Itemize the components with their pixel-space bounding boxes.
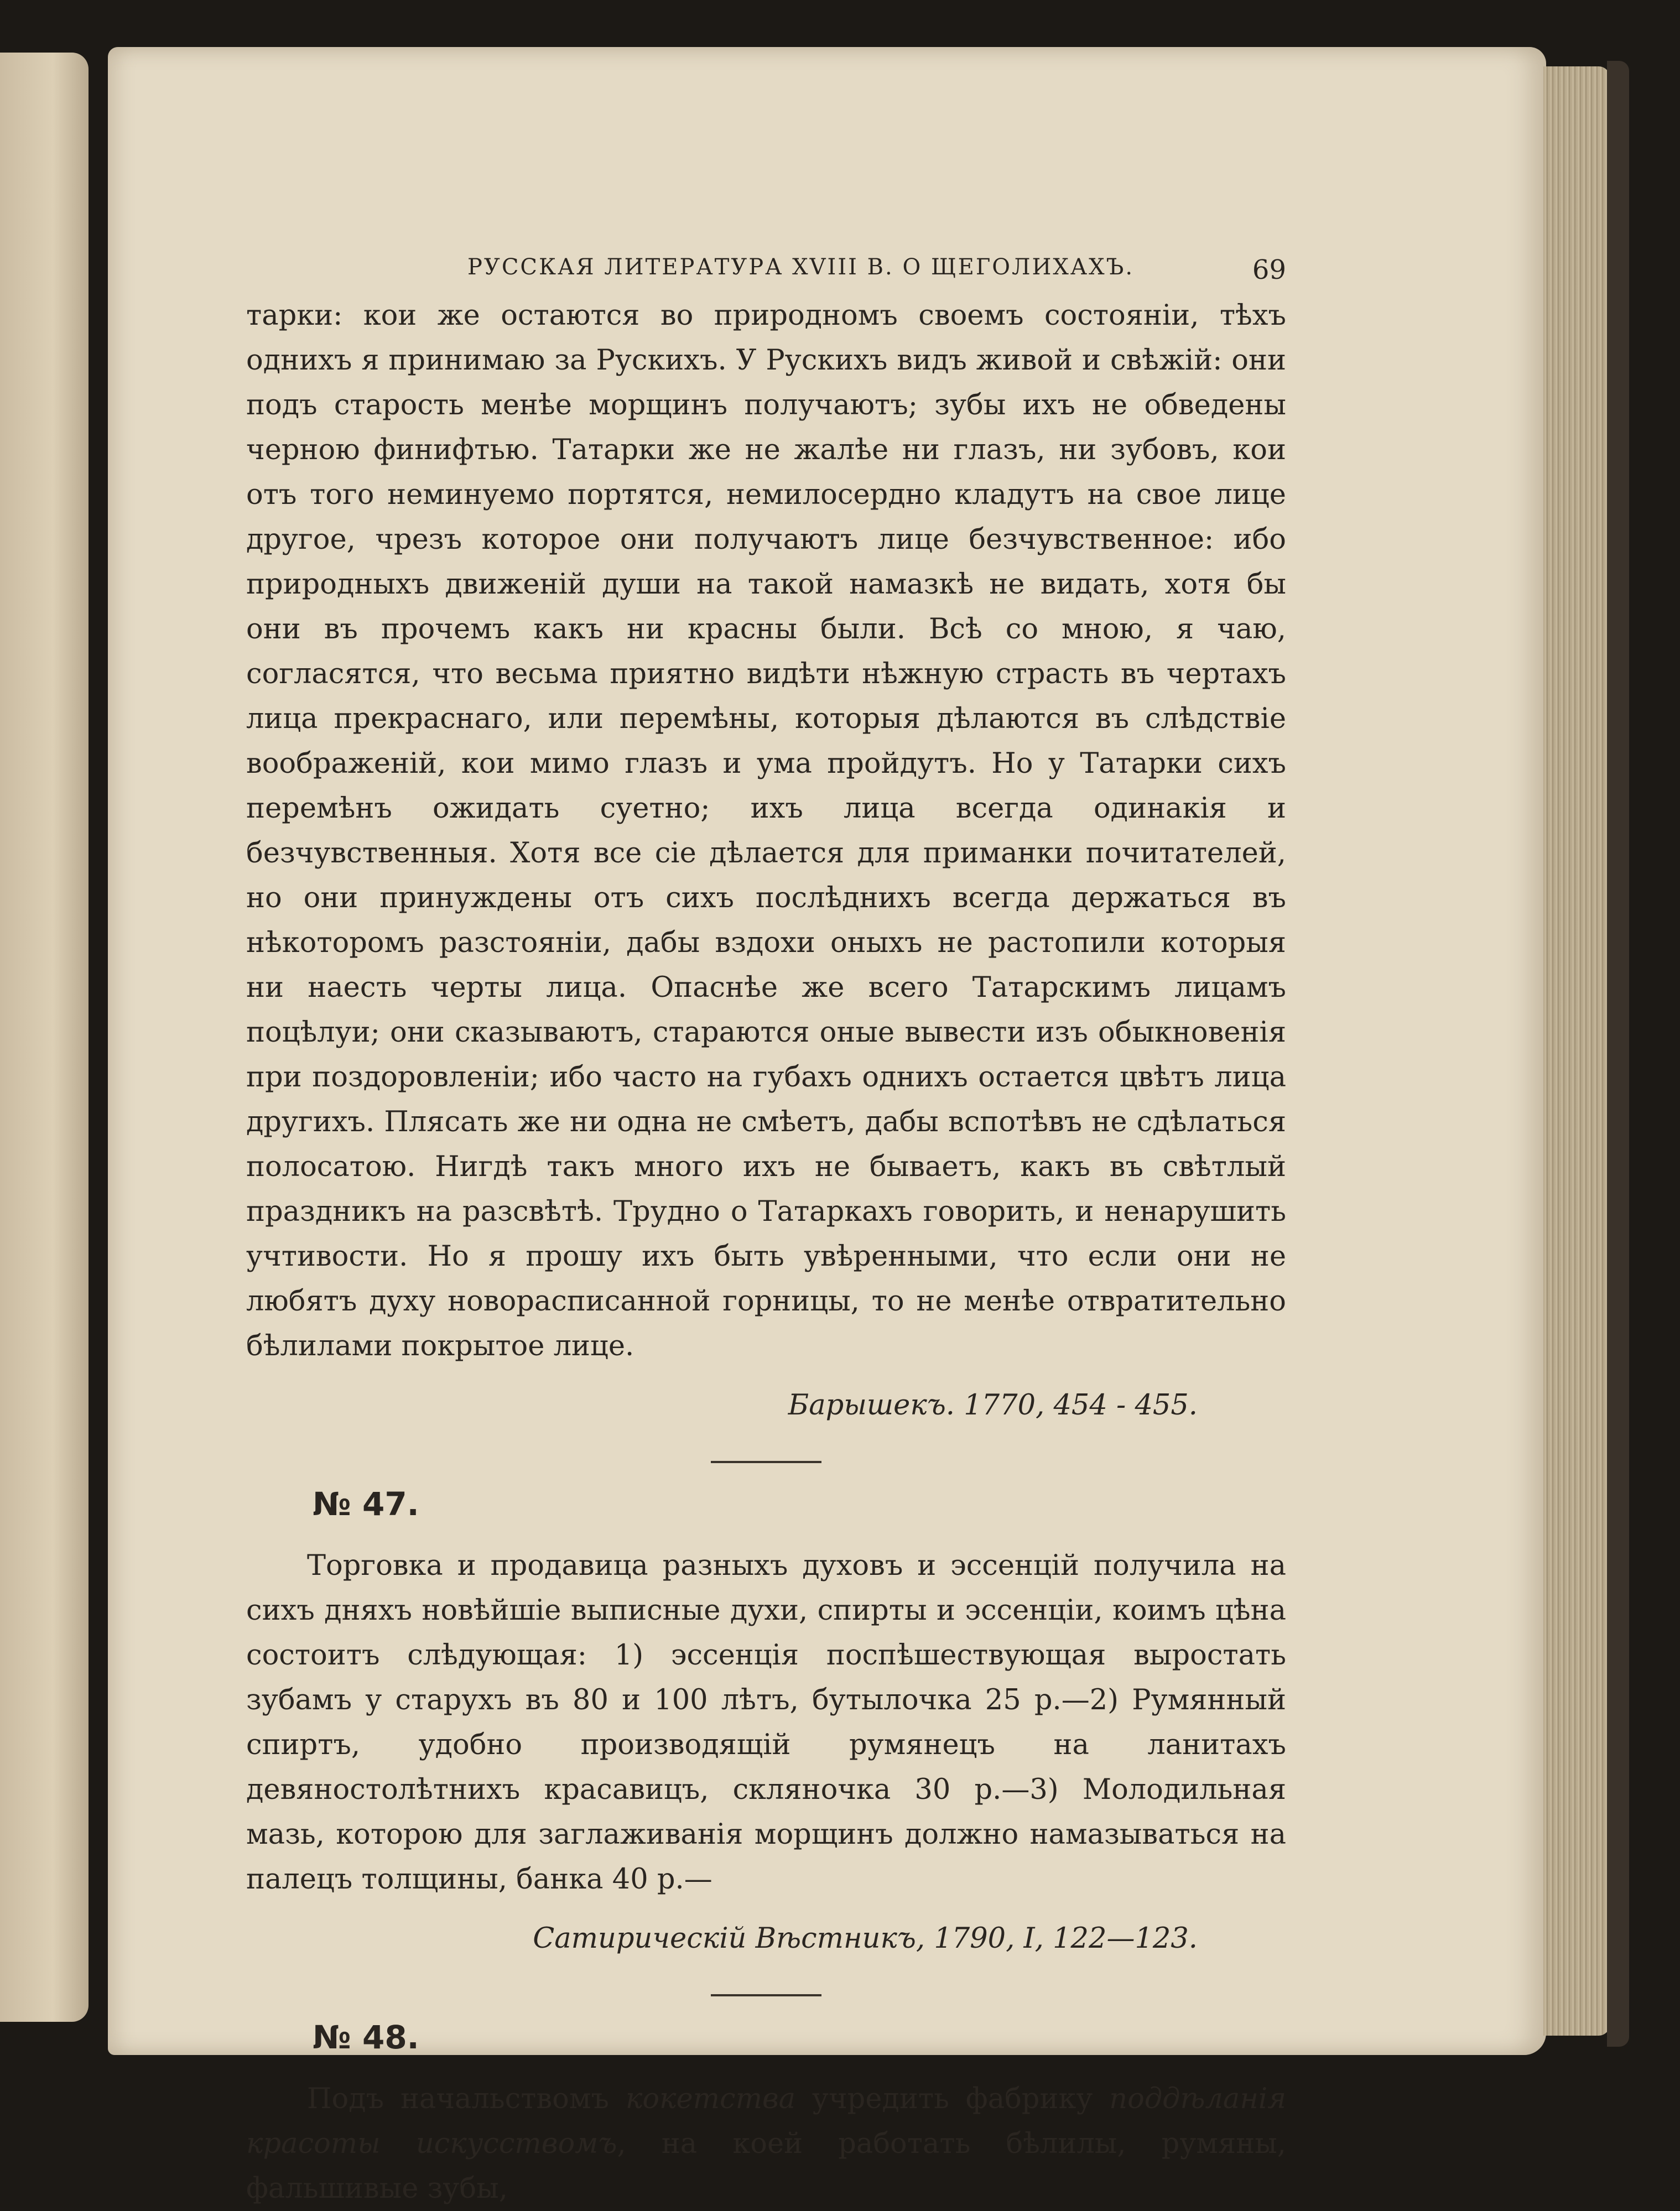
page-fore-edge [1543, 66, 1610, 2036]
page-text [246, 243, 1286, 2211]
left-page-edge [0, 53, 89, 2022]
entry-48-text-mid: учредить фабрику [795, 2083, 1110, 2115]
section1-source: Барышекъ. 1770, 454 - 455. [788, 1389, 1198, 1422]
entry-48-heading: № 48. [313, 2018, 419, 2056]
entry-47-source: Сатирическій Вѣстникъ, 1790, I, 122—123. [533, 1922, 1198, 1955]
running-head [246, 243, 1286, 293]
entry-48-text-before: Подъ начальствомъ [307, 2083, 626, 2115]
running-head-title: РУССКАЯ ЛИТЕРАТУРА XVIII В. О ЩЕГОЛИХАХЪ. [467, 254, 1135, 280]
entry-47-paragraph: Торговка и продавица разныхъ духовъ и эссенцій получила на сихъ дняхъ новѣйшіе выписные духи, спирты и эссенціи, коимъ цѣна состоитъ слѣдующая: 1) эссенція поспѣшествующая выростать зубамъ у старухъ въ 80 и 100 лѣтъ, бутылочка 25 р.—2) Румянный спиртъ, удобно производящій румянецъ на ланитахъ девяностолѣтнихъ красавицъ, скляночка 30 р.—3) Молодильная мазь, которою для заглаживанія морщинъ должно намазываться на палецъ толщины, банка 40 р.— [246, 1549, 1286, 1896]
page-number: 69 [1252, 254, 1286, 285]
book-cover-edge [1607, 61, 1629, 2047]
entry-48-italic-beauty: поддѣланія красоты искусствомъ [246, 2083, 1286, 2160]
divider [711, 1994, 821, 1996]
divider [711, 1461, 821, 1463]
entry-48-text-after: , на коей работать бѣлилы, румяны, фальшивые зубы, [246, 2127, 1286, 2205]
entry-48-paragraph [246, 2077, 1286, 2211]
entry-47-heading: № 47. [313, 1485, 419, 1523]
entry-48-italic-coquetry: кокетства [625, 2083, 796, 2115]
section1-paragraph: тарки: кои же остаются во природномъ своемъ состояніи, тѣхъ однихъ я принимаю за Рускихъ. У Рускихъ видъ живой и свѣжій: они подъ старость менѣе морщинъ получаютъ; зубы ихъ не обведены черною финифтью. Татарки же не жалѣе ни глазъ, ни зубовъ, кои отъ того неминуемо портятся, немилосердно кладутъ на свое лице другое, чрезъ которое они получаютъ лице безчувственное: ибо природныхъ движеній души на такой намазкѣ не видать, хотя бы они въ прочемъ какъ ни красны были. Всѣ со мною, я чаю, согласятся, что весьма приятно видѣти нѣжную страсть въ чертахъ лица прекраснаго, или перемѣны, которыя дѣлаются въ слѣдствіе воображеній, кои мимо глазъ и ума пройдутъ. Но у Татарки сихъ перемѣнъ ожидать суетно; ихъ лица всегда одинакія и безчувственныя. Хотя все сіе дѣлается для приманки почитателей, но они принуждены отъ сихъ послѣднихъ всегда держаться въ нѣкоторомъ разстояніи, дабы вздохи оныхъ не растопили которыя ни наесть черты лица. Опаснѣе же всего Татарскимъ лицамъ поцѣлуи; они сказываютъ, стараются оные вывести изъ обыкновенія при поздоровленіи; ибо часто на губахъ однихъ остается цвѣтъ лица другихъ. Плясать же ни одна не смѣетъ, дабы вспотѣвъ не сдѣлаться полосатою. Нигдѣ такъ много ихъ не бываетъ, какъ въ свѣтлый праздникъ на разсвѣтѣ. Трудно о Татаркахъ говорить, и ненарушить учтивости. Но я прошу ихъ быть увѣренными, что если они не любятъ духу новорасписанной горницы, то не менѣе отвратительно бѣлилами покрытое лице. [246, 299, 1286, 1362]
